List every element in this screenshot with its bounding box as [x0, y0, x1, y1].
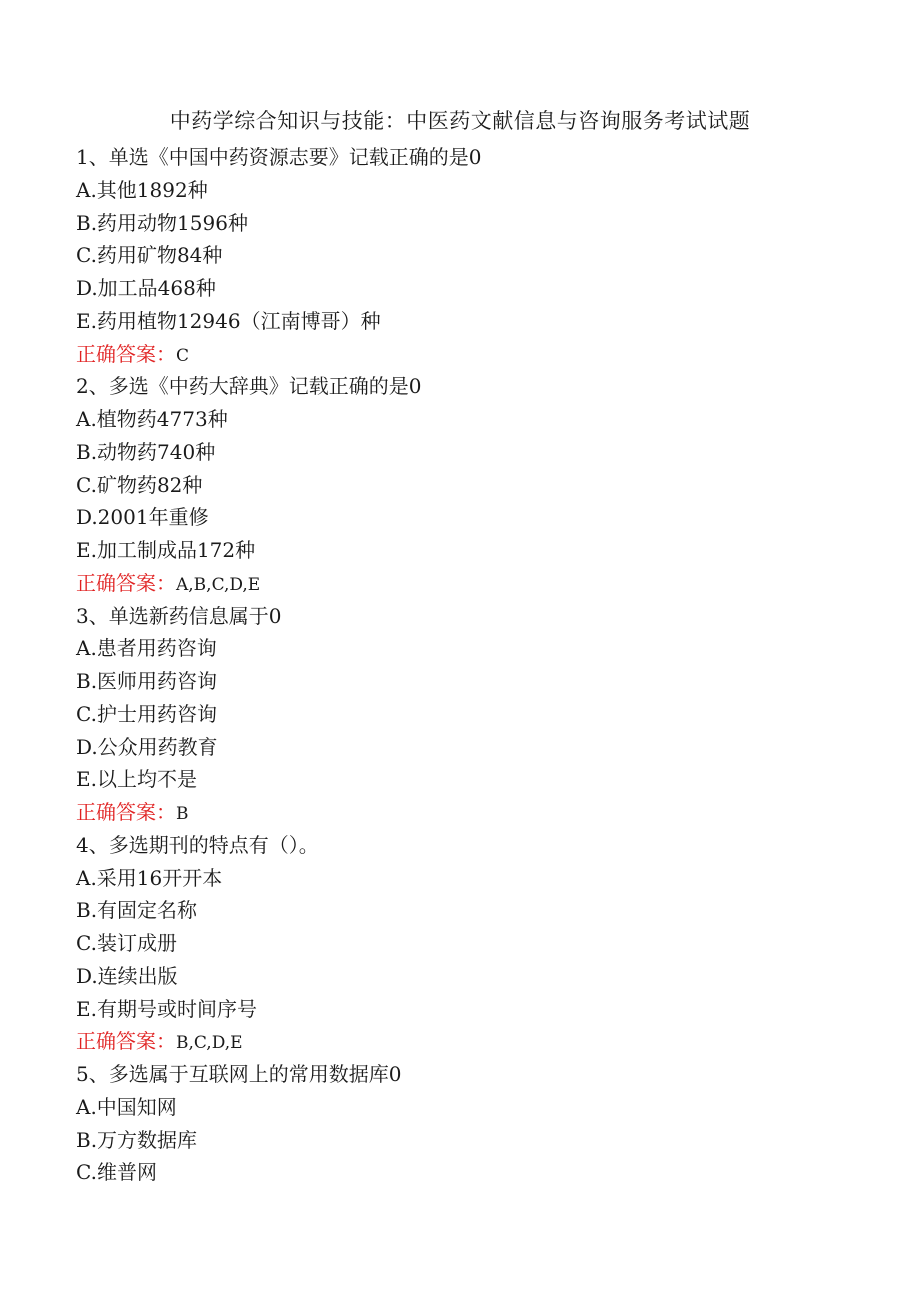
option-d: D.加工品468种: [76, 276, 216, 300]
option-d: D.公众用药教育: [76, 734, 218, 759]
question-block: [76, 829, 876, 1058]
answer-value: B,C,D,E: [176, 1033, 243, 1054]
question-block: [76, 600, 876, 829]
option-e: E.加工制成品172种: [76, 538, 256, 562]
option-c: C.装订成册: [76, 931, 177, 955]
option-c: C.药用矿物84种: [76, 243, 223, 268]
option-a: A.植物药4773种: [76, 407, 228, 431]
option-b: B.万方数据库: [76, 1127, 198, 1152]
question-list: [76, 141, 876, 1189]
option-c: C.矿物药82种: [76, 472, 203, 497]
option-b: B.医师用药咨询: [76, 669, 218, 693]
question-stem: 4、多选期刊的特点有（）。: [76, 832, 319, 857]
option-a: A.患者用药咨询: [76, 636, 217, 661]
question-block: [76, 141, 876, 370]
answer-line: [76, 1025, 876, 1058]
option-e: E.以上均不是: [76, 767, 197, 792]
question-stem: 5、多选属于互联网上的常用数据库0: [76, 1062, 402, 1086]
option-c: C.维普网: [76, 1160, 157, 1185]
answer-label: 正确答案：: [76, 800, 176, 824]
option-c: C.护士用药咨询: [76, 701, 217, 726]
option-e: E.药用植物12946（江南博哥）种: [76, 308, 381, 333]
option-a: A.其他1892种: [76, 177, 208, 202]
question-stem: 1、单选《中国中药资源志要》记载正确的是0: [76, 145, 482, 169]
answer-line: [76, 796, 876, 829]
answer-value: A,B,C,D,E: [176, 574, 261, 595]
option-d: D.2001年重修: [76, 505, 209, 530]
answer-label: 正确答案：: [76, 570, 176, 595]
question-stem: 2、多选《中药大辞典》记载正确的是0: [76, 374, 422, 399]
option-d: D.连续出版: [76, 963, 178, 988]
option-b: B.动物药740种: [76, 439, 216, 464]
document-title: 中药学综合知识与技能：中医药文献信息与咨询服务考试试题: [169, 109, 751, 133]
option-b: B.有固定名称: [76, 898, 198, 923]
question-stem: 3、单选新药信息属于0: [76, 603, 282, 628]
answer-value: B: [176, 804, 189, 824]
option-b: B.药用动物1596种: [76, 210, 248, 235]
answer-line: [76, 338, 876, 371]
answer-label: 正确答案：: [76, 1029, 176, 1054]
option-a: A.中国知网: [76, 1094, 177, 1119]
option-e: E.有期号或时间序号: [76, 996, 257, 1021]
answer-value: C: [176, 345, 190, 366]
answer-label: 正确答案：: [76, 341, 176, 366]
question-block: [76, 370, 876, 599]
answer-line: [76, 567, 876, 600]
option-a: A.采用16开开本: [76, 865, 223, 890]
question-block: [76, 1058, 876, 1189]
